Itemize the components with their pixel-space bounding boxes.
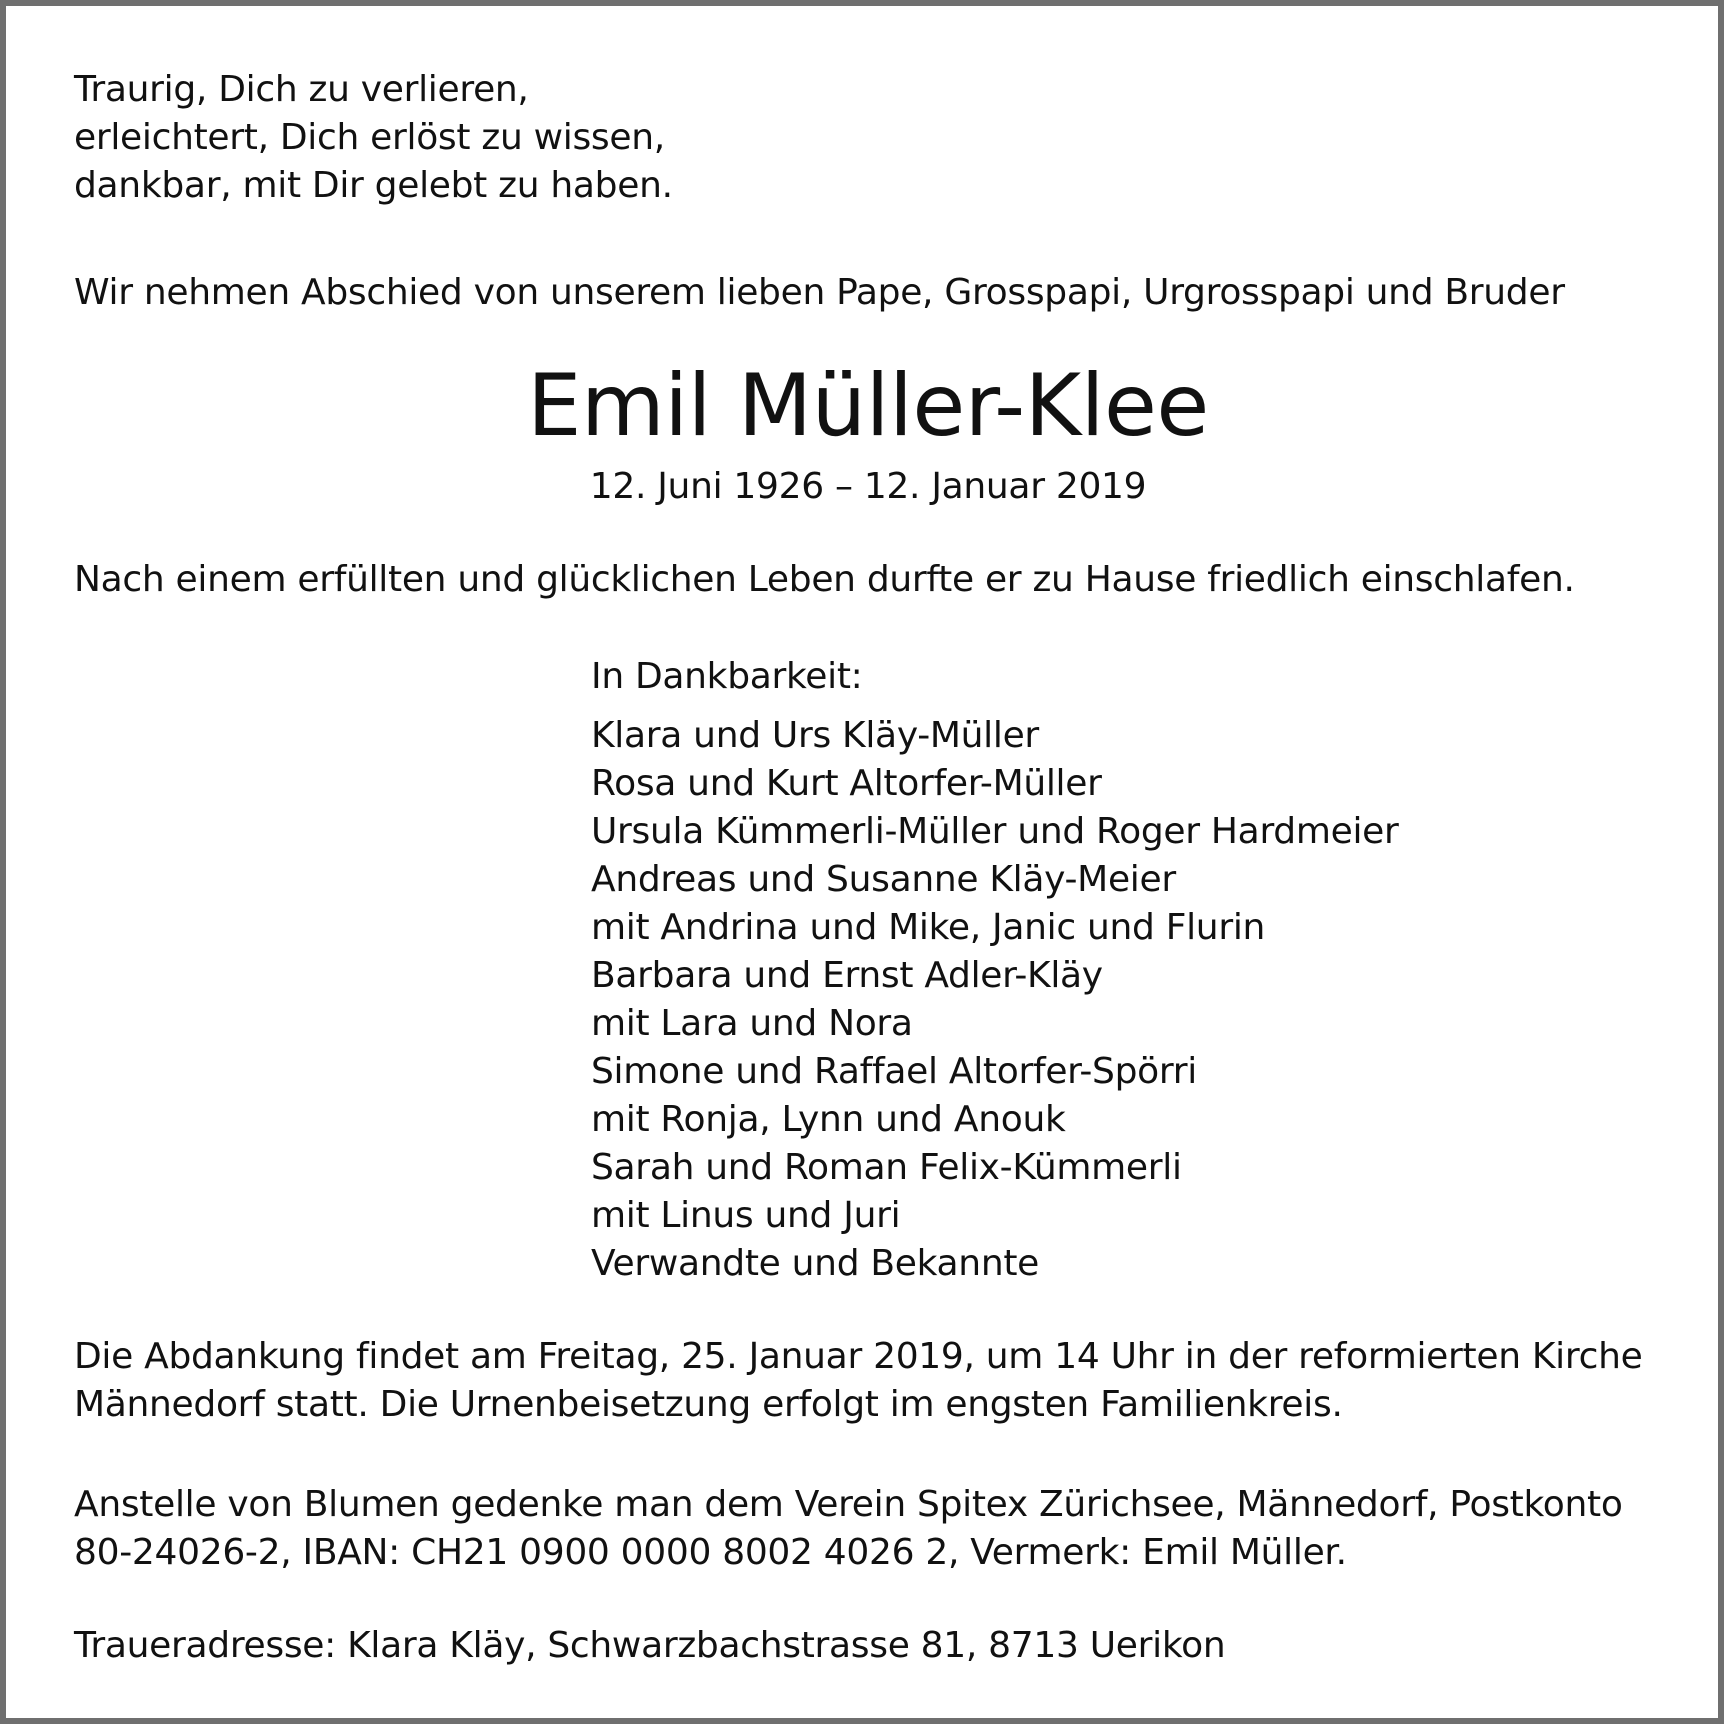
mourning-address: Traueradresse: Klara Kläy, Schwarzbachstrasse 81, 8713 Uerikon (74, 1625, 1226, 1666)
ceremony-text: Männedorf statt. Die Urnenbeisetzung erfolgt im engsten Familienkreis. (74, 1384, 1343, 1425)
mourner-name: mit Ronja, Lynn und Anouk (591, 1099, 1066, 1140)
mourners-heading: In Dankbarkeit: (591, 656, 863, 697)
mourner-name: Barbara und Ernst Adler-Kläy (591, 955, 1103, 996)
mourner-name: Sarah und Roman Felix-Kümmerli (591, 1147, 1182, 1188)
mourner-name: mit Lara und Nora (591, 1003, 913, 1044)
mourner-name: Simone und Raffael Altorfer-Spörri (591, 1051, 1197, 1092)
mourner-name: Rosa und Kurt Altorfer-Müller (591, 763, 1102, 804)
passing-note: Nach einem erfüllten und glücklichen Leben durfte er zu Hause friedlich einschlafen. (74, 559, 1575, 600)
mourner-name: Verwandte und Bekannte (591, 1243, 1040, 1284)
mourner-name: mit Andrina und Mike, Janic und Flurin (591, 907, 1266, 948)
deceased-name: Emil Müller-Klee (527, 356, 1209, 456)
mourner-name: Klara und Urs Kläy-Müller (591, 715, 1039, 756)
poem-line: Traurig, Dich zu verlieren, (74, 69, 529, 110)
mourner-name: mit Linus und Juri (591, 1195, 901, 1236)
poem-line: erleichtert, Dich erlöst zu wissen, (74, 117, 665, 158)
mourner-name: Andreas und Susanne Kläy-Meier (591, 859, 1176, 900)
donation-text: 80-24026-2, IBAN: CH21 0900 0000 8002 4026 2, Vermerk: Emil Müller. (74, 1532, 1347, 1573)
mourner-name: Ursula Kümmerli-Müller und Roger Hardmeier (591, 811, 1399, 852)
poem-line: dankbar, mit Dir gelebt zu haben. (74, 165, 673, 206)
intro-text: Wir nehmen Abschied von unserem lieben Pape, Grosspapi, Urgrosspapi und Bruder (74, 272, 1565, 313)
donation-text: Anstelle von Blumen gedenke man dem Verein Spitex Zürichsee, Männedorf, Postkonto (74, 1484, 1623, 1525)
life-dates: 12. Juni 1926 – 12. Januar 2019 (589, 466, 1147, 507)
ceremony-text: Die Abdankung findet am Freitag, 25. Januar 2019, um 14 Uhr in der reformierten Kirche (74, 1336, 1643, 1377)
